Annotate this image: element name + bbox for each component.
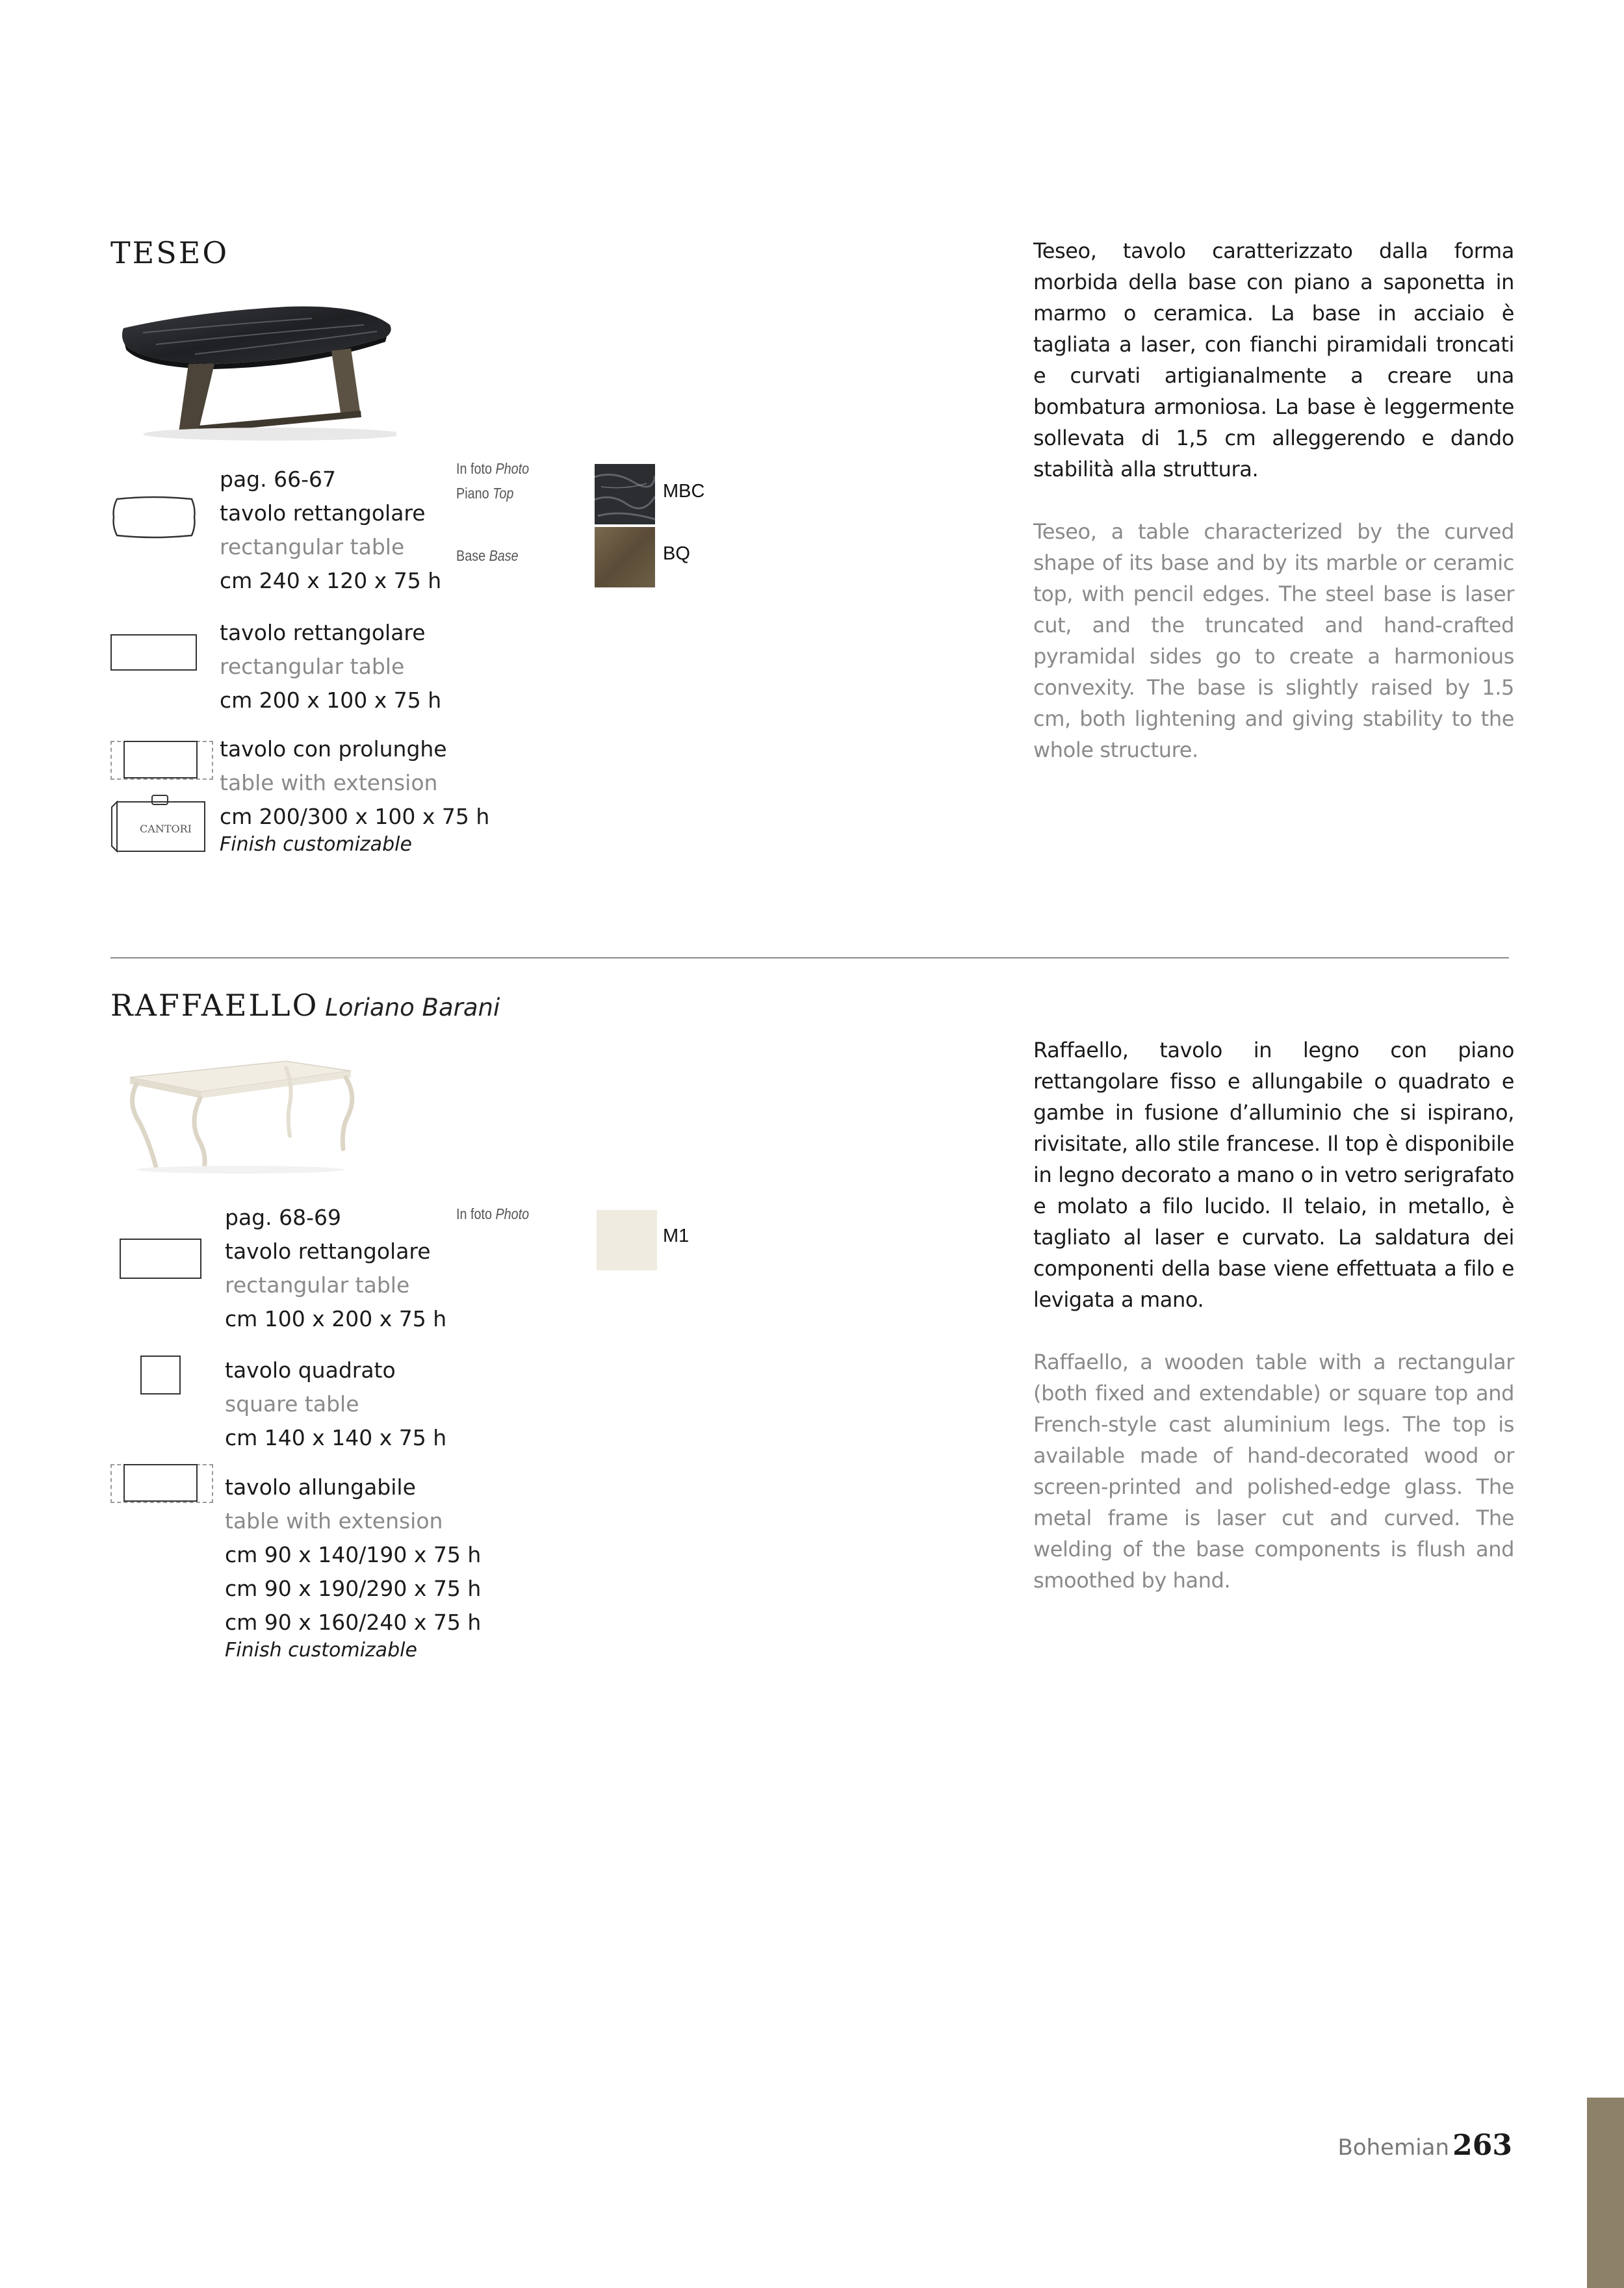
variant-name-it: tavolo rettangolare	[220, 500, 426, 526]
variant-name-en: square table	[225, 1391, 359, 1417]
variant-name-it: tavolo allungabile	[225, 1474, 416, 1500]
rectangular-shape-icon	[110, 634, 197, 671]
raffaello-description-it: Raffaello, tavolo in legno con piano rettangolare fisso e allungabile o quadrato e gambe in fusione d’alluminio che si ispirano, rivisitate, allo stile francese. Il top è disponibile in legno decorato a mano o in vetro serigrafato e molato a filo lucido. Il telaio, in metallo, è tagliato al laser e curvato. La saldatura dei componenti della base viene effettuata a filo e levigata a mano.	[1033, 1038, 1514, 1312]
box-logo-text: CANTORI	[140, 823, 192, 835]
raffaello-variant-2	[225, 1354, 446, 1455]
collection-name: Bohemian	[1337, 2135, 1450, 2161]
raffaello-specs	[225, 1201, 446, 1336]
variant-dimensions: cm 100 x 200 x 75 h	[225, 1306, 447, 1331]
raffaello-variant-3	[225, 1471, 481, 1662]
swatch-code-m1: M1	[663, 1226, 690, 1246]
variant-dimensions: cm 200 x 100 x 75 h	[220, 688, 442, 713]
page-reference: pag. 66-67	[220, 467, 336, 492]
variant-dimensions: cm 90 x 190/290 x 75 h	[225, 1576, 482, 1601]
variant-dimensions: cm 90 x 160/240 x 75 h	[225, 1610, 482, 1635]
variant-name-it: tavolo rettangolare	[220, 620, 426, 645]
extension-shape-icon	[110, 741, 212, 778]
variant-dimensions: cm 90 x 140/190 x 75 h	[225, 1542, 482, 1567]
teseo-specs	[220, 463, 441, 598]
section-tab-marker	[1587, 2098, 1624, 2288]
oval-rectangular-shape-icon	[110, 495, 198, 539]
page-footer	[1338, 2129, 1513, 2162]
teseo-variant-3	[220, 732, 489, 856]
photo-label: In foto Photo	[456, 460, 530, 477]
teseo-product-image	[117, 299, 396, 448]
variant-name-en: rectangular table	[220, 654, 405, 679]
finish-note: Finish customizable	[225, 1639, 417, 1662]
variant-name-en: table with extension	[225, 1508, 443, 1534]
swatch-m1	[597, 1210, 657, 1270]
page-number: 263	[1452, 2129, 1512, 2162]
variant-name-en: rectangular table	[220, 534, 405, 559]
designer-name: Loriano Barani	[325, 994, 500, 1022]
section-title-raffaello: RAFFAELLO Loriano Barani	[110, 988, 500, 1023]
variant-name-en: rectangular table	[225, 1272, 410, 1298]
swatch-bq	[595, 527, 655, 587]
teseo-variant-2	[220, 616, 441, 717]
swatch-code-bq: BQ	[663, 543, 690, 564]
variant-name-it: tavolo rettangolare	[225, 1239, 431, 1264]
variant-dimensions: cm 200/300 x 100 x 75 h	[220, 804, 490, 829]
variant-name-it: tavolo con prolunghe	[220, 736, 447, 762]
teseo-description-en: Teseo, a table characterized by the curved shape of its base and by its marble or ceramic top, with pencil edges. The steel base is laser cut, and the truncated and hand-crafted pyramidal sides go to create a harmonious convexity. The base is slightly raised by 1.5 cm, both lightening and giving stability to the whole structure.	[1033, 519, 1514, 762]
teseo-description-it: Teseo, tavolo caratterizzato dalla forma morbida della base con piano a saponetta in marmo o ceramica. La base in acciaio è tagliata a laser, con fianchi piramidali troncati e curvati artigianalmente a creare una bombatura armoniosa. La base è leggermente sollevata di 1,5 cm alleggerendo e dando stabilità alla struttura.	[1033, 238, 1514, 482]
base-label: Base Base	[456, 547, 519, 564]
variant-name-it: tavolo quadrato	[225, 1357, 396, 1383]
variant-dimensions: cm 140 x 140 x 75 h	[225, 1425, 447, 1450]
extension-shape-icon	[110, 1464, 212, 1502]
top-label: Piano Top	[456, 485, 514, 502]
page-reference: pag. 68-69	[225, 1205, 341, 1230]
raffaello-product-image	[123, 1051, 357, 1175]
section-divider	[110, 957, 1509, 958]
swatch-mbc	[595, 464, 655, 524]
variant-dimensions: cm 240 x 120 x 75 h	[220, 568, 442, 593]
photo-label: In foto Photo	[456, 1205, 530, 1222]
raffaello-description-en: Raffaello, a wooden table with a rectangular (both fixed and extendable) or square top and French-style cast aluminium legs. The top is available made of hand-decorated wood or screen-printed and polished-edge glass. The metal frame is laser cut and curved. The welding of the base components is flush and smoothed by hand.	[1033, 1350, 1514, 1593]
variant-name-en: table with extension	[220, 770, 438, 795]
section-title-teseo: TESEO	[110, 235, 229, 270]
finish-note: Finish customizable	[220, 833, 412, 856]
square-shape-icon	[140, 1356, 181, 1395]
swatch-code-mbc: MBC	[663, 481, 705, 502]
rectangular-shape-icon	[120, 1239, 201, 1279]
